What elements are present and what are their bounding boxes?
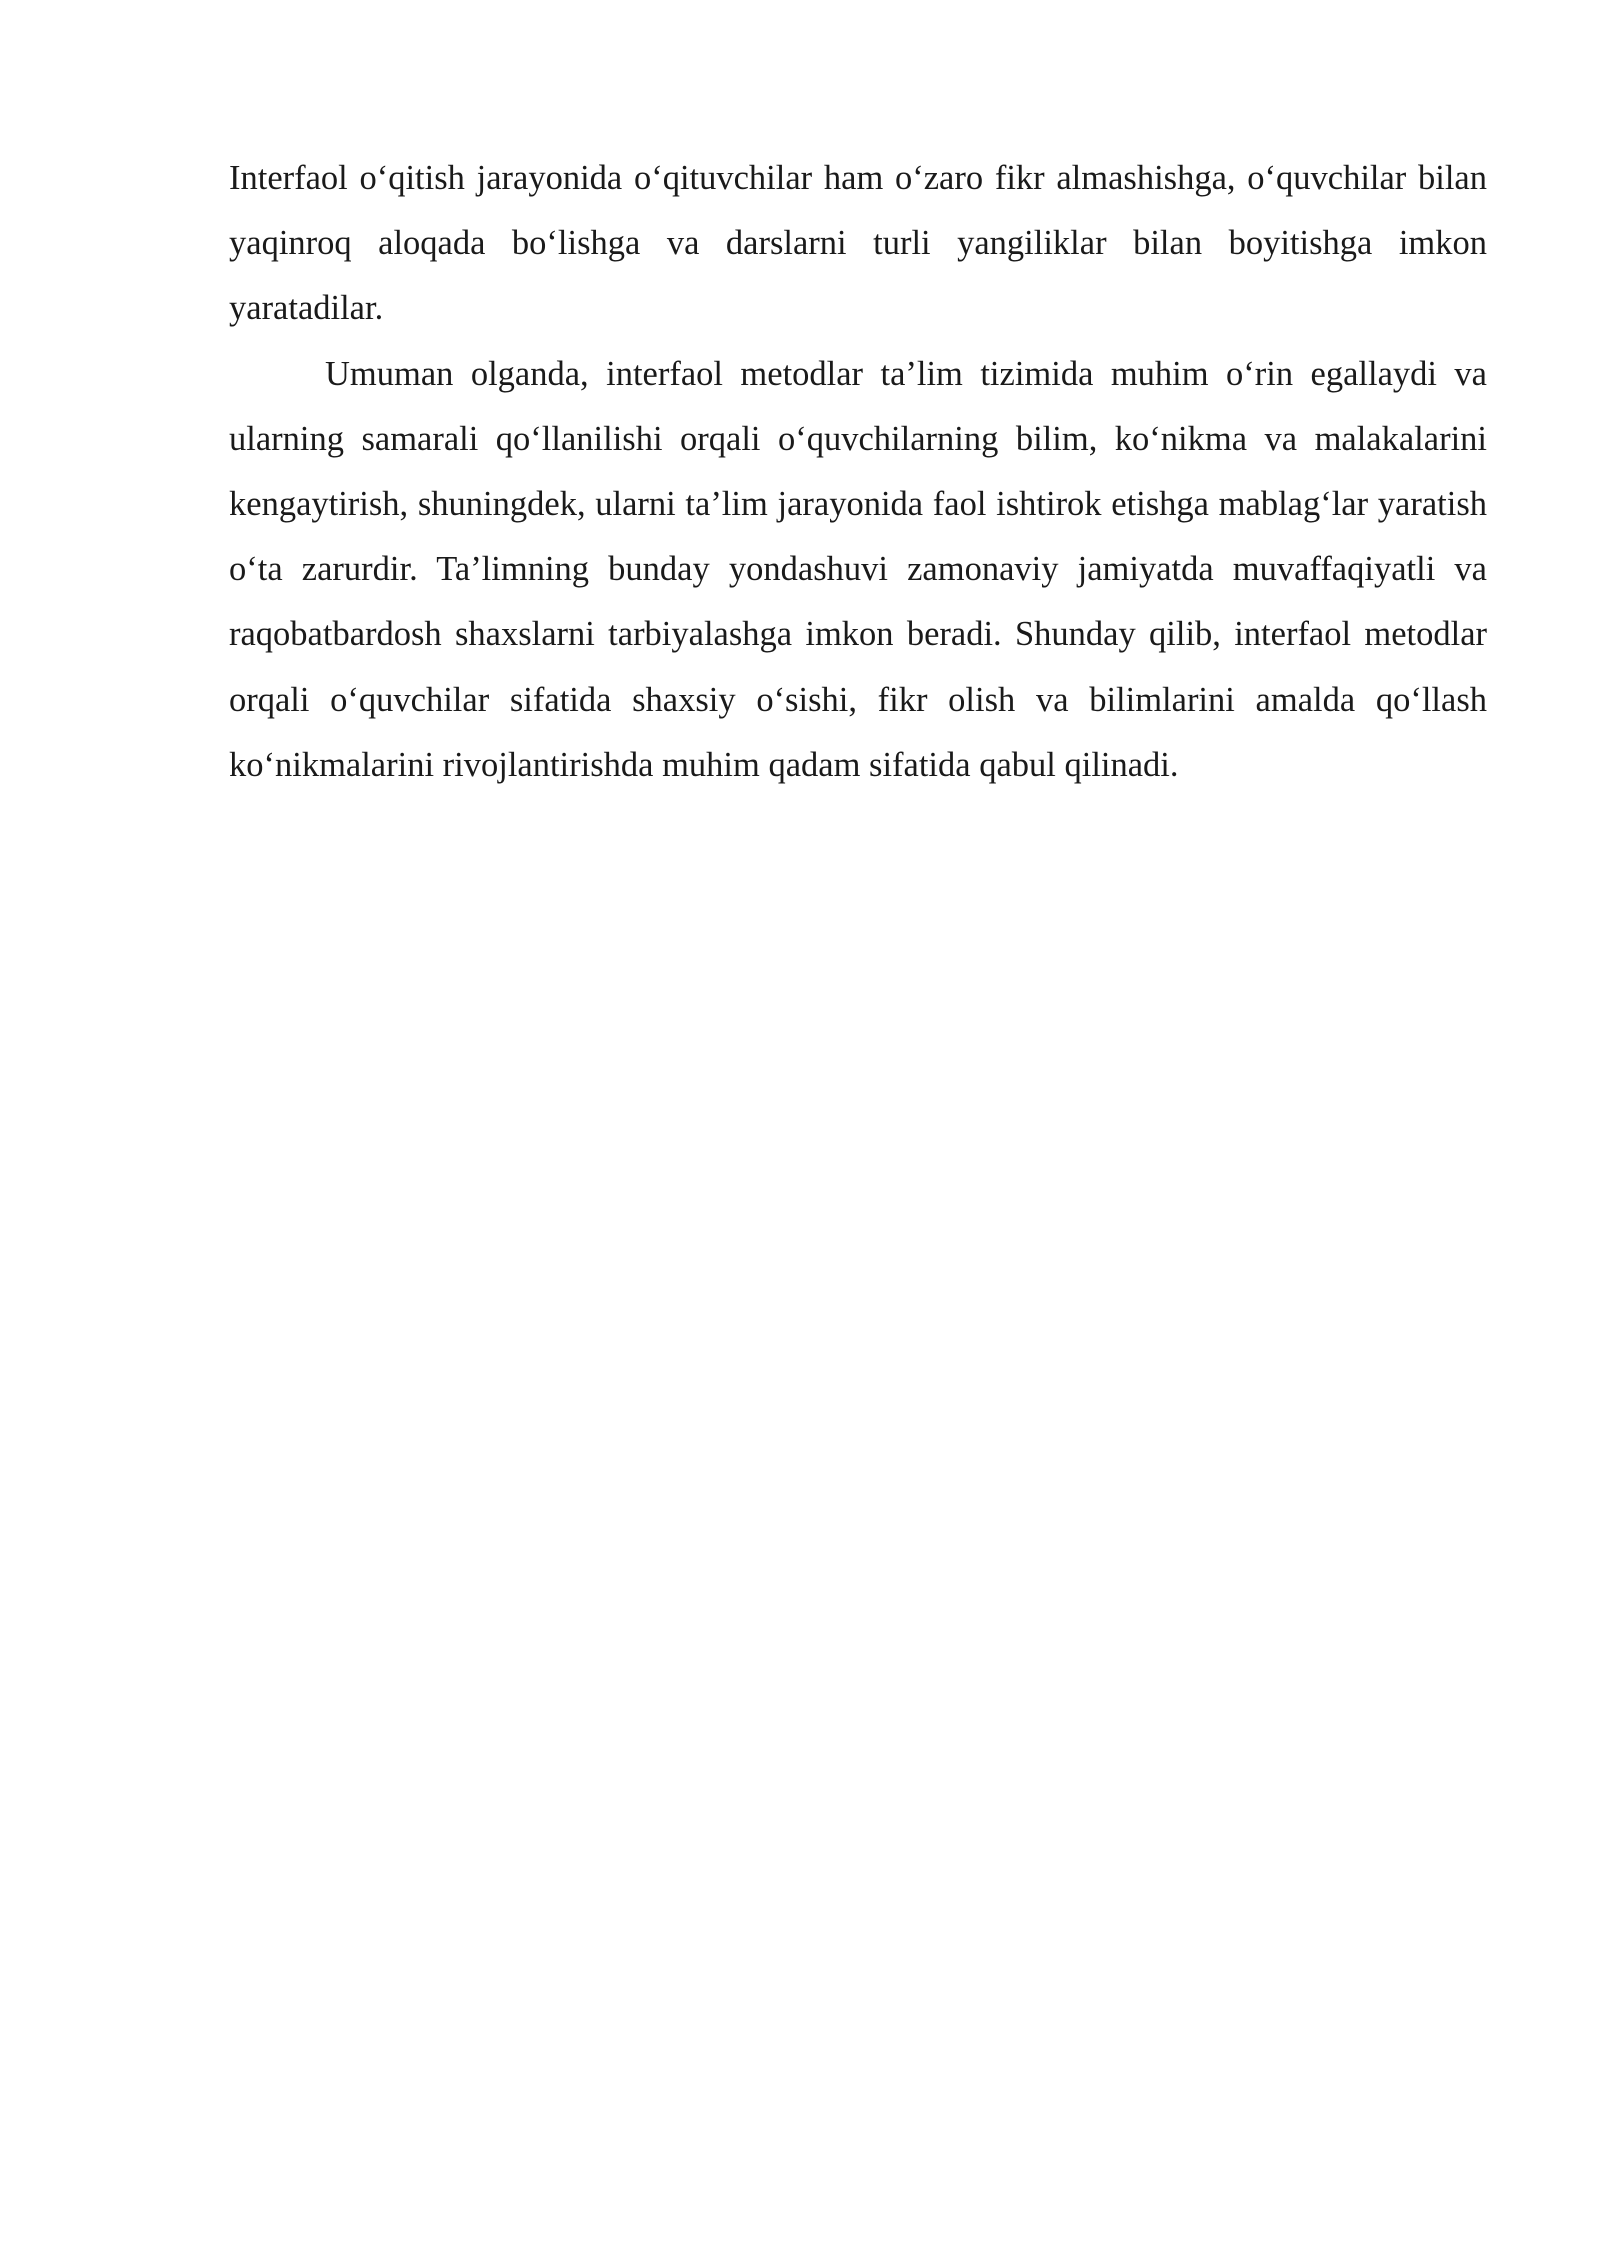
paragraph-2: Umuman olganda, interfaol metodlar ta’lim tizimida muhim o‘rin egallaydi va ularning samarali qo‘llanilishi orqali o‘quvchilarning bilim, ko‘nikma va malakalarini kengaytirish, shuningdek, ularni ta’lim jarayonida faol ishtirok etishga mablag‘lar yaratish o‘ta zarurdir. Ta’limning bunday yondashuvi zamonaviy jamiyatda muvaffaqiyatli va raqobatbardosh shaxslarni tarbiyalashga imkon beradi. Shunday qilib, interfaol metodlar orqali o‘quvchilar sifatida shaxsiy o‘sishi, fikr olish va bilimlarini amalda qo‘llash ko‘nikmalarini rivojlantirishda muhim qadam sifatida qabul qilinadi. (229, 354, 1487, 784)
document-body (229, 146, 1487, 798)
paragraph-1: Interfaol o‘qitish jarayonida o‘qituvchilar ham o‘zaro fikr almashishga, o‘quvchilar bilan yaqinroq aloqada bo‘lishga va darslarni turli yangiliklar bilan boyitishga imkon yaratadilar. (229, 159, 1487, 328)
